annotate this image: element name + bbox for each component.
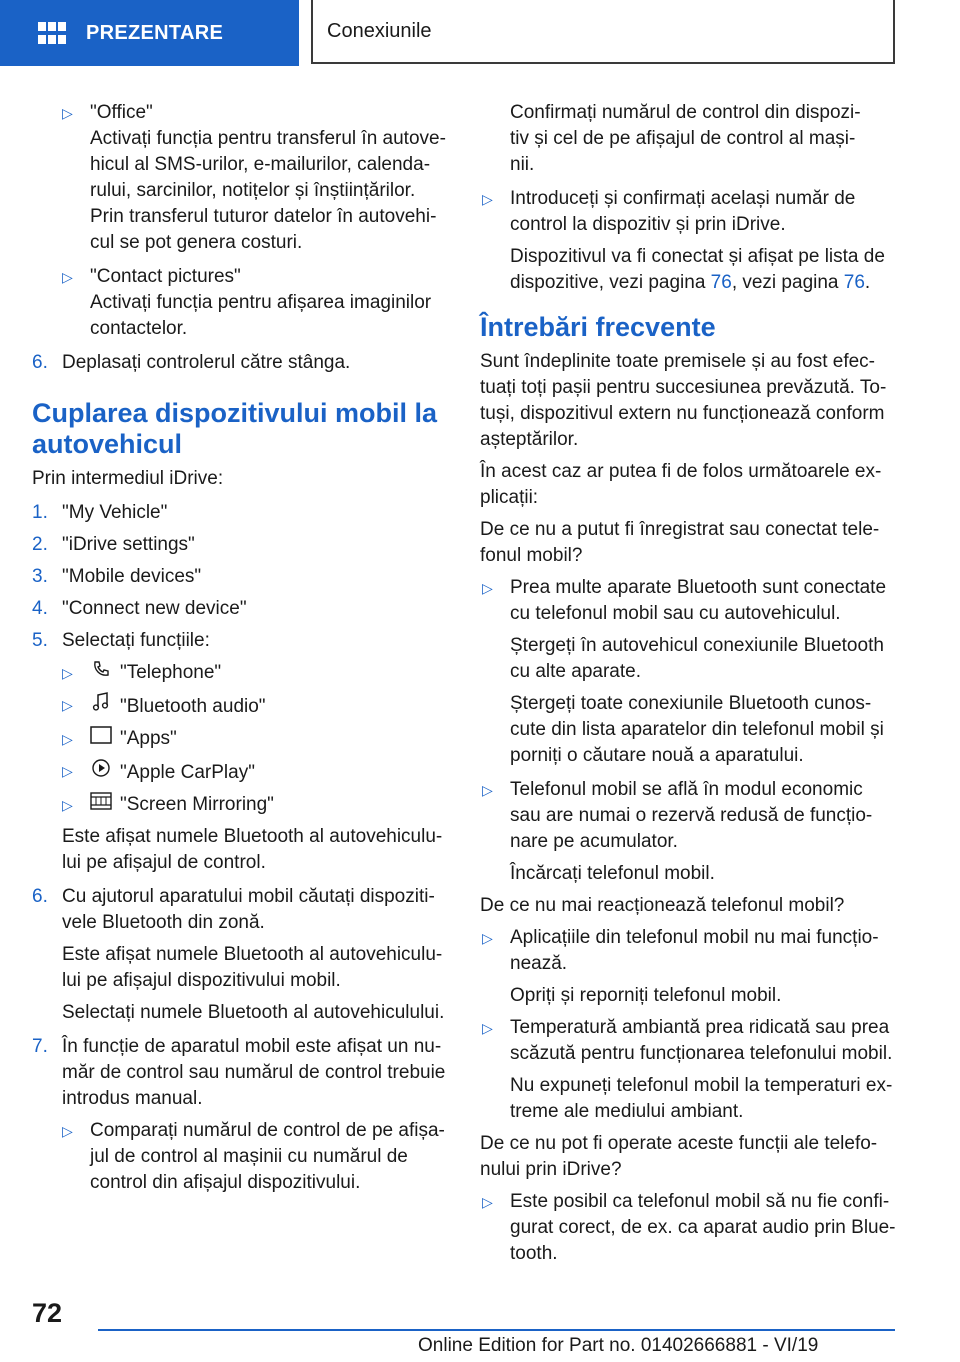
triangle-bullet-icon: ▷ (482, 782, 493, 798)
music-note-icon (90, 692, 112, 720)
step-3: 3. "Mobile devices" (32, 566, 202, 587)
step-4: 4. "Connect new device" (32, 598, 247, 619)
faq-question-2: De ce nu mai reacționează telefonul mobil? (480, 895, 845, 916)
function-apple-carplay: ▷ "Apple CarPlay" (32, 758, 452, 786)
confirm-text: Confirmați numărul de control din dispozi- tiv și cel de pe afișajul de control al mași- nii. (510, 102, 861, 175)
section-heading-faq: Întrebări frecvente (480, 312, 716, 342)
function-apps: ▷ "Apps" (32, 726, 452, 752)
faq-answer-1a-fix-1: Ștergeți în autovehicul conexiunile Bluetooth cu alte aparate. (510, 635, 884, 682)
faq-answer-3a: ▷ Este posibil ca telefonul mobil să nu fie confi- gurat corect, de ex. ca aparat audio prin Blue- tooth. (482, 1191, 896, 1264)
section-heading-pairing: Cuplarea dispozitivului mobil la autovehicul (32, 398, 438, 459)
faq-answer-1b-fix: Încărcați telefonul mobil. (510, 863, 715, 884)
apps-icon (90, 726, 112, 752)
faq-answer-2b: ▷ Temperatură ambiantă prea ridicată sau prea scăzută pentru funcționarea telefonului mobil. (482, 1017, 893, 1064)
faq-answer-1a: ▷ Prea multe aparate Bluetooth sunt conectate cu telefonul mobil sau cu autovehiculul. (482, 577, 887, 624)
chapter-header (311, 0, 895, 64)
faq-intro: Sunt îndeplinite toate premisele și au fost efec- tuați toți pașii pentru succesiunea prevăzută. To- tuși, dispozitivul extern nu funcționează conform așteptărilor. (480, 351, 887, 450)
phone-icon (90, 660, 112, 686)
triangle-bullet-icon: ▷ (482, 1020, 493, 1036)
triangle-bullet-icon: ▷ (62, 105, 73, 121)
step-6b-result: Este afișat numele Bluetooth al autovehiculu- lui pe afișajul dispozitivului mobil. (62, 944, 443, 991)
step-6b: 6. Cu ajutorul aparatului mobil căutați dispoziti- vele Bluetooth din zonă. (32, 886, 435, 933)
chapter-title: Conexiunile (327, 19, 432, 42)
triangle-bullet-icon: ▷ (62, 731, 73, 747)
triangle-bullet-icon: ▷ (62, 1123, 73, 1139)
enter-code-item: ▷ Introduceți și confirmați același număr de control la dispozitiv și prin iDrive. (482, 188, 856, 235)
triangle-bullet-icon: ▷ (62, 797, 73, 813)
triangle-bullet-icon: ▷ (62, 665, 73, 681)
triangle-bullet-icon: ▷ (62, 269, 73, 285)
triangle-bullet-icon: ▷ (62, 697, 73, 713)
function-bluetooth-audio: ▷ "Bluetooth audio" (32, 692, 452, 720)
left-column (32, 100, 452, 1202)
intro-text: Prin intermediul iDrive: (32, 468, 224, 489)
step-5: 5. Selectați funcțiile: (32, 630, 210, 651)
triangle-bullet-icon: ▷ (62, 763, 73, 779)
step-7: 7. În funcție de aparatul mobil este afișat un nu- măr de control sau numărul de control trebuie introdus manual. (32, 1036, 446, 1109)
section-tab-prezentare[interactable] (0, 0, 299, 66)
page-link[interactable]: 76 (843, 272, 865, 293)
faq-answer-2a-fix: Opriți și reporniți telefonul mobil. (510, 985, 782, 1006)
function-telephone: ▷ "Telephone" (32, 660, 452, 686)
edition-footer: Online Edition for Part no. 01402666881 - VI/19 (418, 1335, 819, 1356)
page-link[interactable]: 76 (710, 272, 732, 293)
list-item-contact-pictures: ▷ "Contact pictures" Activați funcția pentru afișarea imaginilor contactelor. (62, 266, 432, 339)
tab-label: PREZENTARE (86, 21, 224, 44)
faq-answer-2b-fix: Nu expuneți telefonul mobil la temperaturi ex- treme ale mediului ambiant. (510, 1075, 893, 1122)
carplay-icon (90, 758, 112, 786)
page-number: 72 (32, 1298, 63, 1328)
step-5-result: Este afișat numele Bluetooth al autovehiculu- lui pe afișajul de control. (62, 826, 443, 873)
triangle-bullet-icon: ▷ (482, 930, 493, 946)
faq-intro-2: În acest caz ar putea fi de folos următoarele ex- plicații: (480, 461, 882, 508)
right-column (480, 100, 900, 1273)
step-2: 2. "iDrive settings" (32, 534, 195, 555)
grid-icon (38, 22, 66, 44)
triangle-bullet-icon: ▷ (482, 580, 493, 596)
step-6b-action: Selectați numele Bluetooth al autovehiculului. (62, 1002, 445, 1023)
triangle-bullet-icon: ▷ (482, 1194, 493, 1210)
faq-question-3: De ce nu pot fi operate aceste funcții ale telefo- nului prin iDrive? (480, 1133, 878, 1180)
triangle-bullet-icon: ▷ (482, 191, 493, 207)
step-6: 6. Deplasați controlerul către stânga. (32, 352, 351, 373)
faq-answer-1a-fix-2: Ștergeți toate conexiunile Bluetooth cunos- cute din lista aparatelor din telefonul mobil și porniți o căutare nouă a aparatului. (510, 693, 884, 766)
faq-question-1: De ce nu a putut fi înregistrat sau conectat tele- fonul mobil? (480, 519, 880, 566)
faq-answer-2a: ▷ Aplicațiile din telefonul mobil nu mai funcțio- nează. (482, 927, 879, 974)
faq-answer-1b: ▷ Telefonul mobil se află în modul economic sau are numai o rezervă redusă de funcțio- nare pe acumulator. (482, 779, 873, 852)
step-1: 1. "My Vehicle" (32, 502, 168, 523)
footer-divider (98, 1329, 895, 1331)
list-item-office: ▷ "Office" Activați funcția pentru transferul în autove- hicul al SMS-urilor, e-mailurilor, calenda- rului, sarcinilor, notițelor și înștiințărilor. Prin transferul tuturor datelor în autovehi- cul se pot genera costuri. (62, 102, 446, 253)
step-7-compare: ▷ Comparați numărul de control de pe afișa- jul de control al mașinii cu numărul de control din afișajul dispozitivului. (62, 1120, 445, 1193)
connected-text: Dispozitivul va fi conectat și afișat pe lista de dispozitive, vezi pagina 76, vezi pagina 76. (510, 246, 885, 293)
screen-mirroring-icon (90, 792, 112, 818)
function-screen-mirroring: ▷ "Screen Mirroring" (32, 792, 452, 818)
